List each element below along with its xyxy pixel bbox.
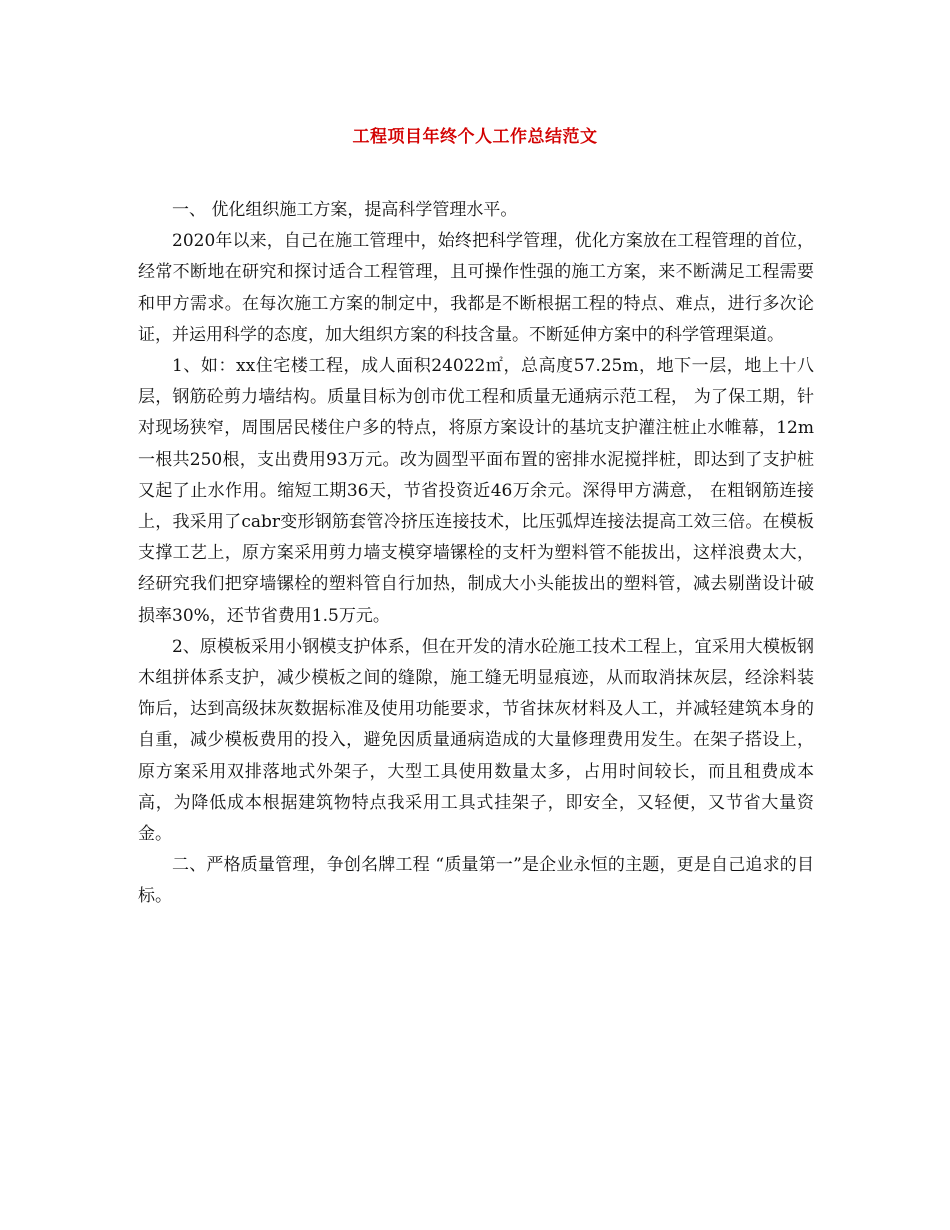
paragraph-intro: 2020年以来，自己在施工管理中，始终把科学管理，优化方案放在工程管理的首位，经常不断地在研究和探讨适合工程管理，且可操作性强的施工方案，来不断满足工程需要和甲方需求。在每次施工方案的制定中，我都是不断根据工程的特点、难点，进行多次论证，并运用科学的态度，加大组织方案的科技含量。不断延伸方案中的科学管理渠道。	[138, 231, 814, 345]
document-body	[138, 195, 814, 913]
paragraph-item-1: 1、如：xx住宅楼工程，成人面积24022㎡，总高度57.25m，地下一层，地上十八层，钢筋砼剪力墙结构。质量目标为创市优工程和质量无通病示范工程， 为了保工期，针对现场狭窄，周围居民楼住户多的特点，将原方案设计的基坑支护灌注桩止水帷幕，12m一根共250根，支出费用93万元。改为圆型平面布置的密排水泥搅拌桩，即达到了支护桩又起了止水作用。缩短工期36天，节省投资近46万余元。深得甲方满意， 在粗钢筋连接上，我采用了cabr变形钢筋套管冷挤压连接技术，比压弧焊连接法提高工效三倍。在模板支撑工艺上，原方案采用剪力墙支模穿墙镙栓的支杆为塑料管不能拔出，这样浪费太大，经研究我们把穿墙镙栓的塑料管自行加热，制成大小头能拔出的塑料管，减去剔凿设计破损率30%，还节省费用1.5万元。	[138, 356, 814, 626]
section-heading-1: 一、 优化组织施工方案，提高科学管理水平。	[172, 200, 518, 220]
paragraph-item-2: 2、原模板采用小钢模支护体系，但在开发的清水砼施工技术工程上，宜采用大模板钢木组拼体系支护，减少模板之间的缝隙，施工缝无明显痕迹，从而取消抹灰层，经涂料装饰后，达到高级抹灰数据标准及使用功能要求，节省抹灰材料及人工，并减轻建筑本身的自重，减少模板费用的投入，避免因质量通病造成的大量修理费用发生。在架子搭设上，原方案采用双排落地式外架子，大型工具使用数量太多，占用时间较长，而且租费成本高，为降低成本根据建筑物特点我采用工具式挂架子，即安全，又轻便，又节省大量资金。	[138, 636, 814, 845]
section-heading-2: 二、严格质量管理，争创名牌工程 “质量第一”是企业永恒的主题，更是自己追求的目标。	[138, 855, 814, 907]
document-title: 工程项目年终个人工作总结范文	[352, 127, 598, 147]
